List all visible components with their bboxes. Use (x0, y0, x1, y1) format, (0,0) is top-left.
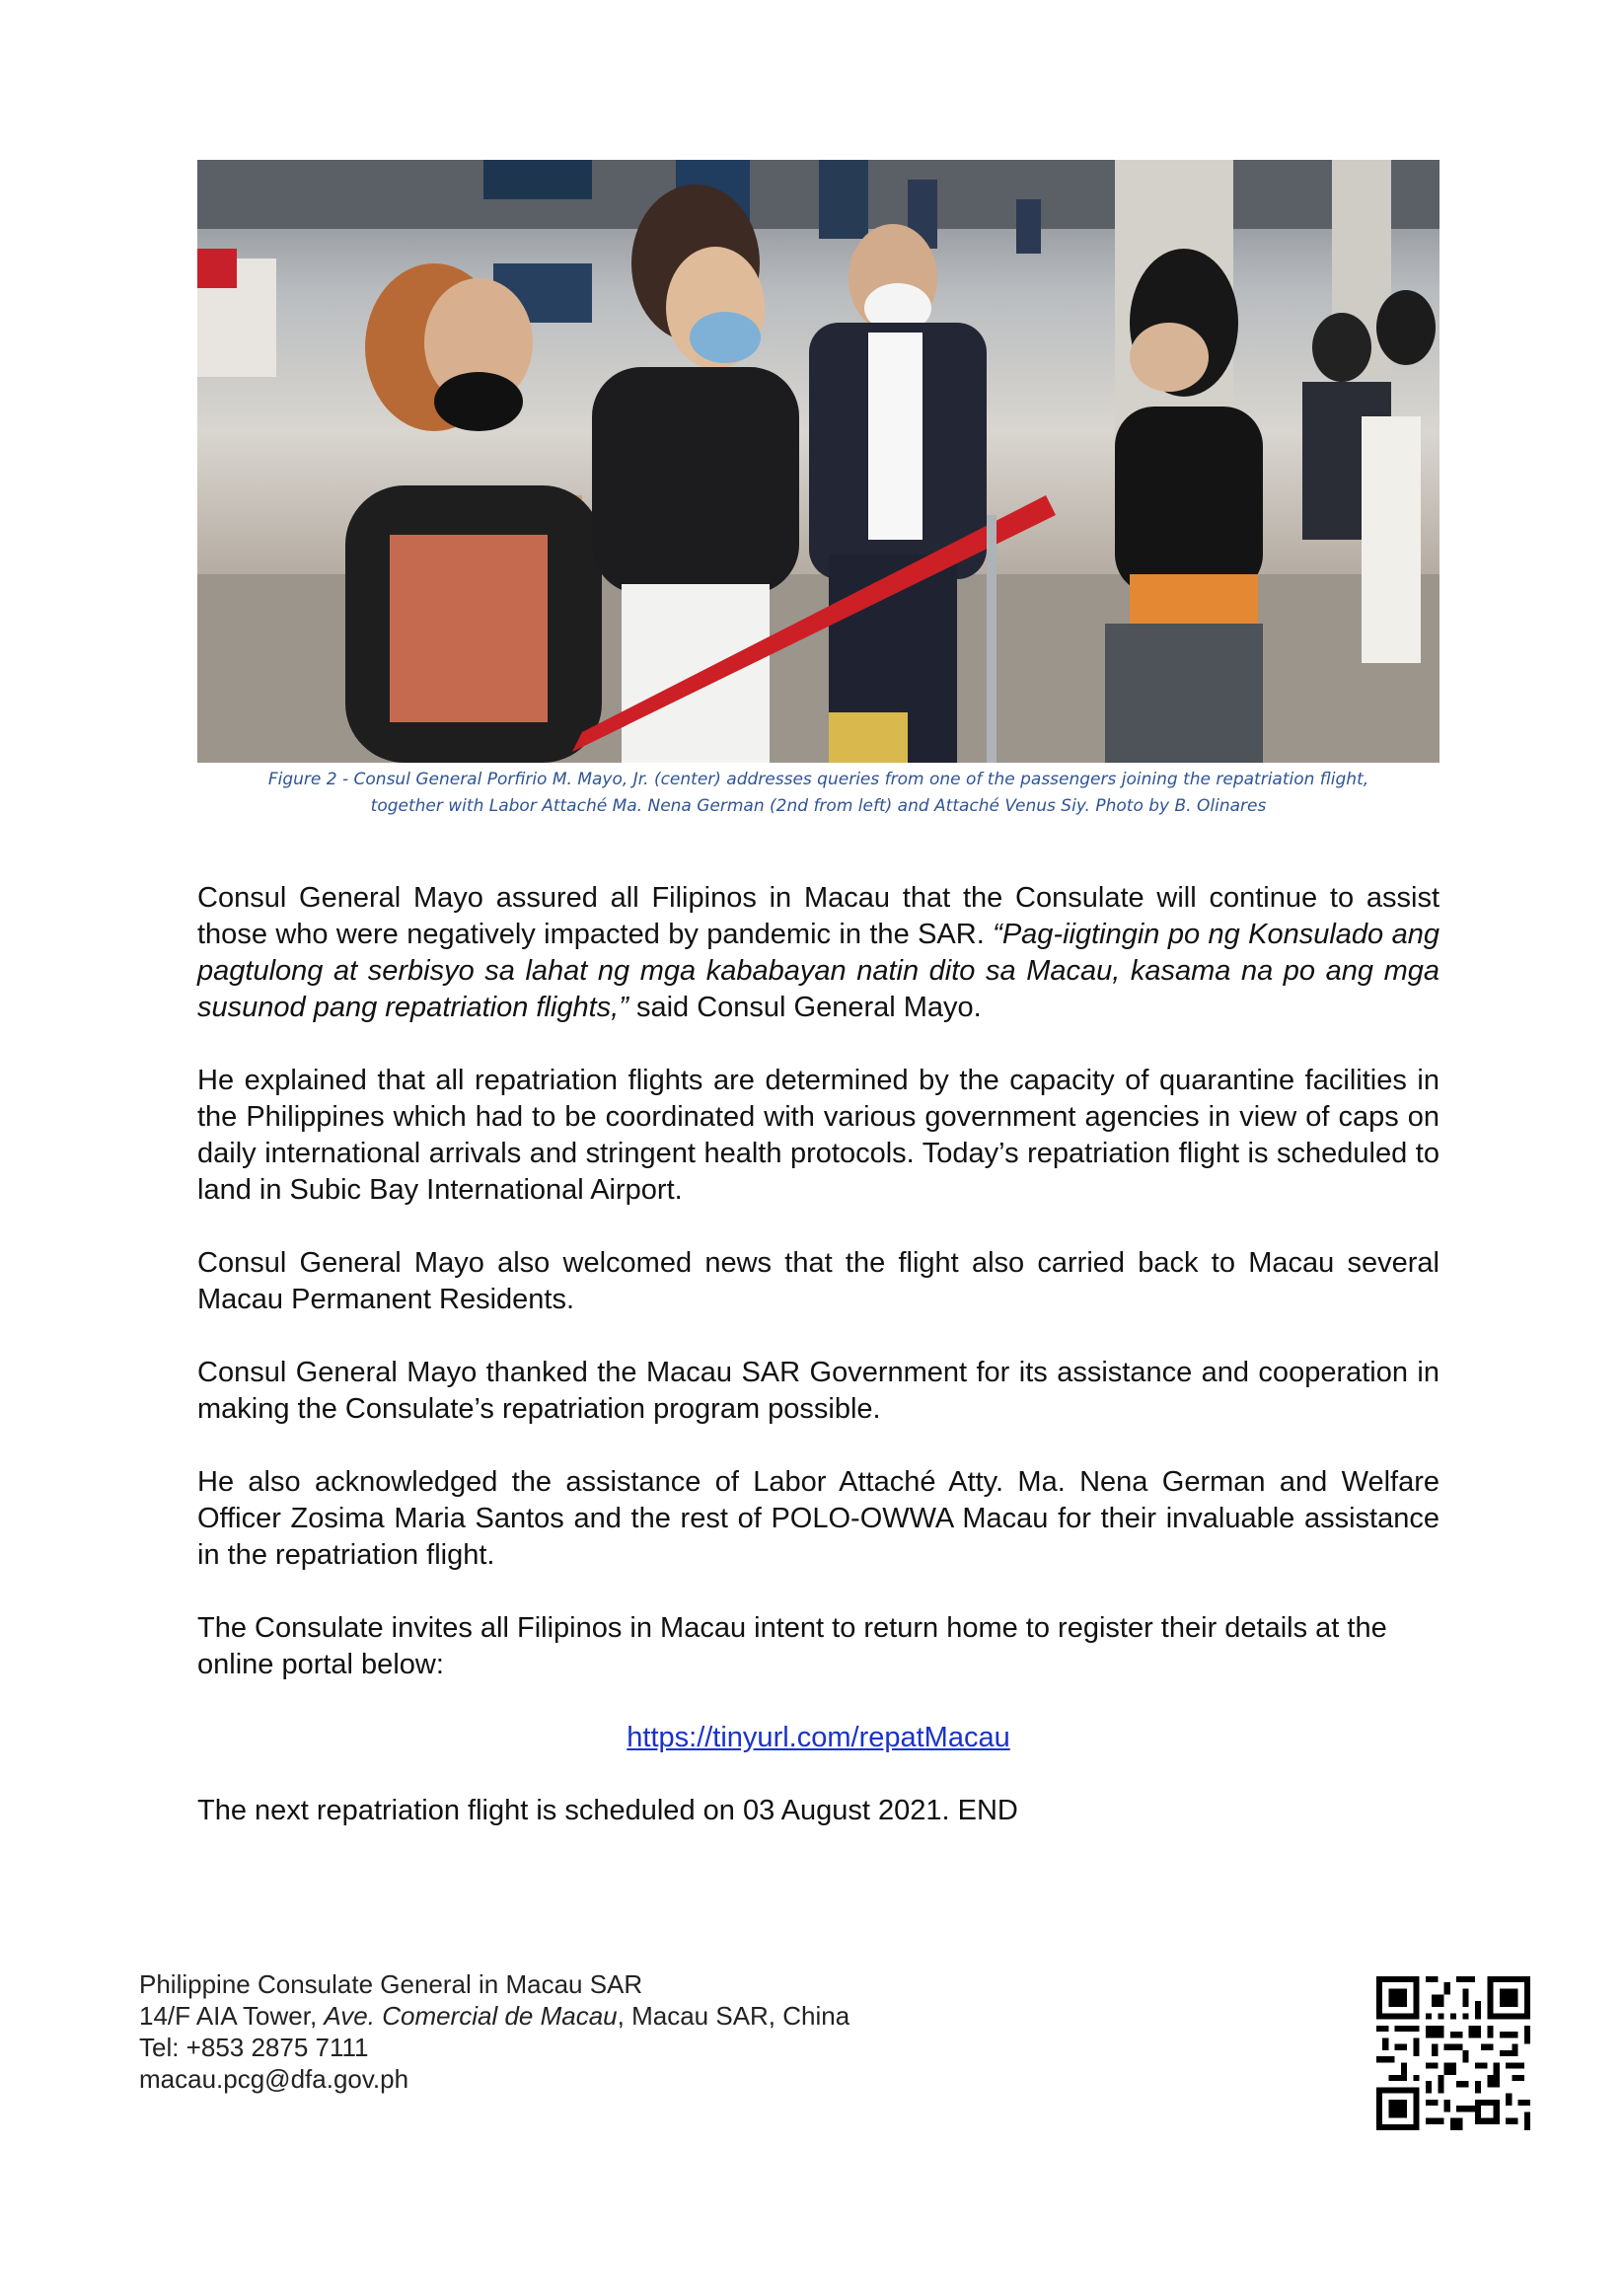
portal-link-row (197, 1720, 1439, 1756)
paragraph-5: He also acknowledged the assistance of Labor Attaché Atty. Ma. Nena German and Welfare Officer Zosima Maria Santos and the rest of POLO-OWWA Macau for their invaluable assistance in the repatriation flight. (197, 1466, 1439, 1571)
footer-contact (139, 1968, 1027, 2095)
paragraph-1-intro: Consul General Mayo assured all Filipinos in Macau that the Consulate will continue to assist those who were negatively impacted by pandemic in the SAR. (197, 882, 1439, 950)
caption-line-2: together with Labor Attaché Ma. Nena German (2nd from left) and Attaché Venus Siy. Photo by B. Olinares (370, 796, 1267, 816)
footer-address (139, 2000, 1027, 2032)
paragraph-7: The next repatriation flight is scheduled on 03 August 2021. END (197, 1795, 1018, 1826)
address-building: 14/F AIA Tower, (139, 2001, 325, 2031)
address-street: Ave. Comercial de Macau (324, 2001, 618, 2031)
photo-airport-checkin-counter (197, 160, 1439, 763)
footer-tel: Tel: +853 2875 7111 (139, 2033, 369, 2062)
tagalog-quote: “Pag-iigtingin po ng Konsulado ang pagtulong at serbisyo sa lahat ng mga kababayan natin dito sa Macau, kasama na po ang mga susunod pang repatriation flights,” (197, 919, 1439, 1023)
footer-org: Philippine Consulate General in Macau SAR (139, 1969, 643, 1999)
paragraph-1-attribution: said Consul General Mayo. (627, 992, 982, 1023)
footer-email: macau.pcg@dfa.gov.ph (139, 2064, 409, 2094)
paragraph-4: Consul General Mayo thanked the Macau SAR Government for its assistance and cooperation in making the Consulate’s repatriation program possible. (197, 1357, 1439, 1425)
article-body (197, 880, 1439, 1866)
address-city: , Macau SAR, China (617, 2001, 850, 2031)
figure-caption (197, 767, 1439, 820)
qr-code-icon[interactable] (1376, 1976, 1530, 2130)
paragraph-2: He explained that all repatriation flights are determined by the capacity of quarantine facilities in the Philippines which had to be coordinated with various government agencies in view of caps on daily international arrivals and stringent health protocols. Today’s repatriation flight is scheduled to land in Subic Bay International Airport. (197, 1065, 1439, 1206)
paragraph-6: The Consulate invites all Filipinos in Macau intent to return home to register their details at the online portal below: (197, 1612, 1387, 1680)
paragraph-1 (197, 880, 1439, 1026)
paragraph-3: Consul General Mayo also welcomed news that the flight also carried back to Macau several Macau Permanent Residents. (197, 1247, 1439, 1315)
caption-line-1: Figure 2 - Consul General Porfirio M. Mayo, Jr. (center) addresses queries from one of the passengers joining the repatriation flight, (267, 770, 1369, 789)
portal-link[interactable]: https://tinyurl.com/repatMacau (627, 1722, 1010, 1753)
figure-photo (197, 160, 1439, 763)
